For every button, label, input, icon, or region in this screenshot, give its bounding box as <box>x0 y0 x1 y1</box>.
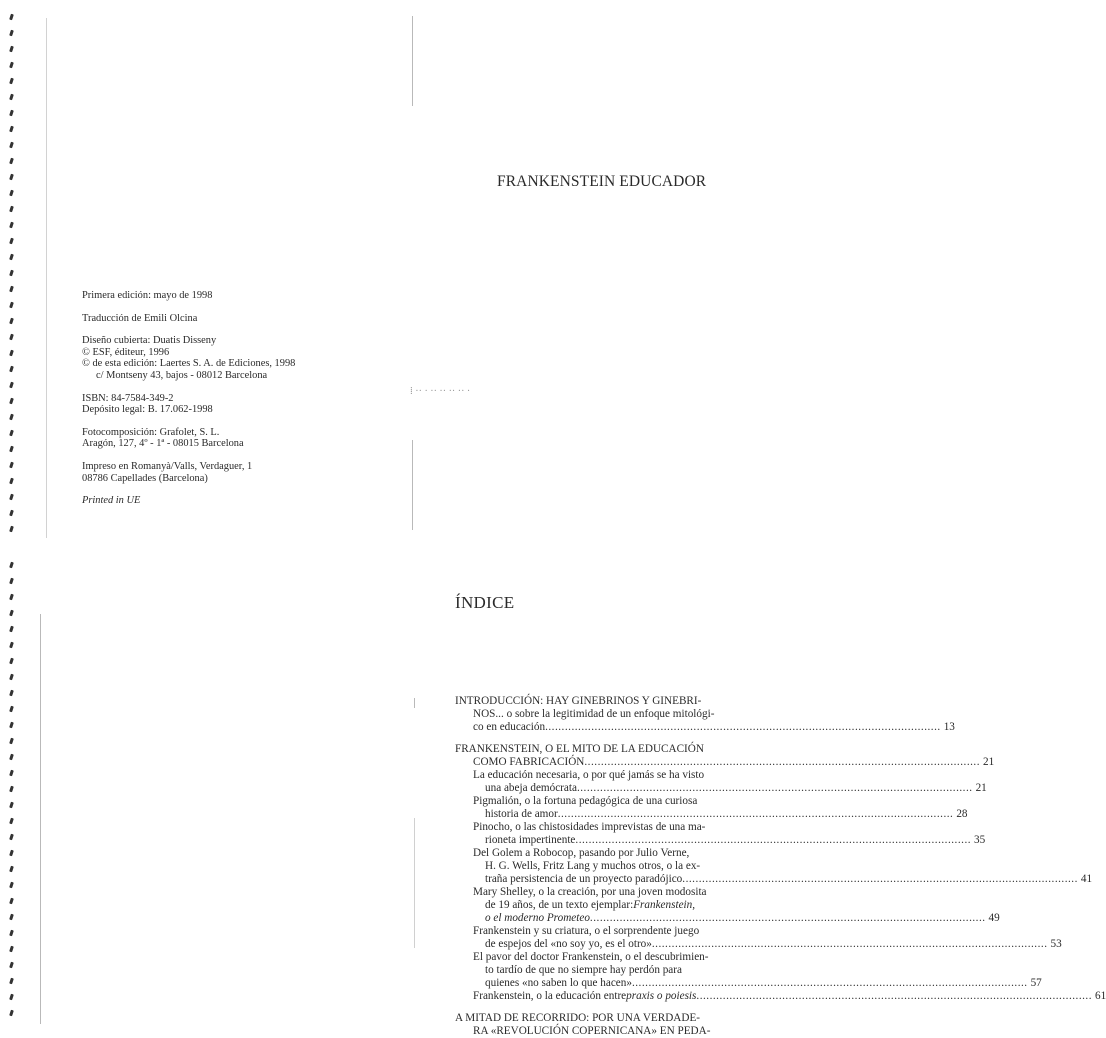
toc-text: de 19 años, de un texto ejemplar: <box>485 899 634 911</box>
toc-line <box>473 847 765 860</box>
page-edge-line <box>40 614 41 1024</box>
toc-text: H. G. Wells, Fritz Lang y muchos otros, o la ex- <box>485 860 701 872</box>
binding-mark <box>9 254 14 261</box>
binding-mark <box>9 478 14 485</box>
translation-credit: Traducción de Emili Olcina <box>82 312 198 324</box>
binding-mark <box>9 158 14 165</box>
binding-mark <box>9 78 14 85</box>
index-page <box>0 548 1106 1037</box>
binding-mark <box>9 526 14 533</box>
binding-mark <box>9 690 14 697</box>
binding-mark <box>9 62 14 69</box>
binding-mark <box>9 754 14 761</box>
binding-mark <box>9 802 14 809</box>
printing-block <box>82 461 352 484</box>
dot-leader <box>696 990 1092 1003</box>
toc-text: Mary Shelley, o la creación, por una joven modosita <box>473 886 707 898</box>
printer-address: 08786 Capellades (Barcelona) <box>82 472 208 484</box>
binding-mark <box>9 286 14 293</box>
toc-line <box>473 834 986 847</box>
toc-line <box>473 938 1062 951</box>
toc-line <box>473 886 765 899</box>
binding-mark <box>9 994 14 1001</box>
toc-text: Frankenstein y su criatura, o el sorprendente juego <box>473 925 700 937</box>
dot-leader <box>584 756 980 769</box>
binding-mark <box>9 494 14 501</box>
first-edition: Primera edición: mayo de 1998 <box>82 290 213 301</box>
toc-text: Pinocho, o las chistosidades imprevistas de una ma- <box>473 821 706 833</box>
binding-mark <box>9 110 14 117</box>
toc-text-italic: o el moderno Prometeo <box>485 912 590 924</box>
page-fold-line <box>414 698 415 708</box>
toc-entry-criatura <box>455 925 1062 951</box>
dot-leader <box>682 873 1078 886</box>
toc-text: rioneta impertinente <box>485 834 576 846</box>
binding-mark <box>9 850 14 857</box>
page-number: 61 <box>1095 990 1106 1002</box>
toc-text: Frankenstein, o la educación entre <box>473 990 627 1002</box>
toc-text-italic: Frankenstein, <box>633 899 696 911</box>
binding-mark <box>9 786 14 793</box>
binding-mark <box>9 962 14 969</box>
binding-mark <box>9 866 14 873</box>
page-edge-line <box>46 18 47 538</box>
binding-mark <box>9 978 14 985</box>
toc-entry-golem <box>455 847 1093 886</box>
index-heading: ÍNDICE <box>455 593 515 612</box>
binding-mark <box>9 206 14 213</box>
toc-text: COMO FABRICACIÓN <box>473 756 585 768</box>
binding-mark <box>9 722 14 729</box>
binding-mark <box>9 818 14 825</box>
binding-mark <box>9 562 14 569</box>
toc-entry-mitad-recorrido <box>455 1012 765 1038</box>
toc-line <box>473 990 1106 1003</box>
binding-mark <box>9 930 14 937</box>
toc-text-italic: praxis o poiesis <box>626 990 697 1002</box>
binding-mark <box>9 302 14 309</box>
binding-mark <box>9 350 14 357</box>
binding-mark <box>9 238 14 245</box>
table-of-contents <box>455 695 1106 1038</box>
binding-mark <box>9 94 14 101</box>
binding-mark <box>9 222 14 229</box>
page-number: 53 <box>1050 938 1062 950</box>
binding-mark <box>9 142 14 149</box>
book-title: FRANKENSTEIN EDUCADOR <box>497 173 707 190</box>
toc-text: Del Golem a Robocop, pasando por Julio Verne, <box>473 847 690 859</box>
binding-marks <box>10 558 16 1018</box>
toc-entry-educacion-necesaria <box>455 769 987 795</box>
binding-mark <box>9 834 14 841</box>
binding-mark <box>9 366 14 373</box>
toc-line <box>473 912 1000 925</box>
toc-text: co en educación <box>473 721 546 733</box>
binding-mark <box>9 770 14 777</box>
dot-leader <box>558 808 954 821</box>
page-fold-line <box>412 440 413 530</box>
toc-entry-frankenstein <box>455 743 995 769</box>
page-number: 57 <box>1030 977 1042 989</box>
binding-mark <box>9 462 14 469</box>
toc-text: FRANKENSTEIN, O EL MITO DE LA EDUCACIÓN <box>455 743 704 755</box>
toc-entry-pavor <box>455 951 1042 990</box>
dot-leader <box>575 834 971 847</box>
toc-text: El pavor del doctor Frankenstein, o el descubrimien- <box>473 951 709 963</box>
binding-mark <box>9 658 14 665</box>
toc-text: INTRODUCCIÓN: HAY GINEBRINOS Y GINEBRI- <box>455 695 702 707</box>
binding-mark <box>9 1010 14 1017</box>
binding-mark <box>9 270 14 277</box>
toc-line <box>455 1025 765 1038</box>
scan-smudge: ⁞ ·· · ·· ·· ·· ·· · <box>410 386 471 397</box>
toc-line <box>473 769 765 782</box>
toc-line <box>455 1012 765 1025</box>
title-page <box>0 0 768 540</box>
binding-mark <box>9 446 14 453</box>
binding-mark <box>9 510 14 517</box>
binding-mark <box>9 578 14 585</box>
toc-line <box>455 743 765 756</box>
page-fold-line <box>412 16 413 106</box>
toc-text: to tardío de que no siempre hay perdón para <box>485 964 682 976</box>
binding-mark <box>9 610 14 617</box>
toc-entry-praxis-poiesis <box>455 990 1106 1003</box>
page-number: 28 <box>956 808 968 820</box>
isbn-block <box>82 393 352 416</box>
typesetting-credit: Fotocomposición: Grafolet, S. L. <box>82 426 220 438</box>
binding-mark <box>9 882 14 889</box>
dot-leader <box>545 721 941 734</box>
cover-design-credit: Diseño cubierta: Duatis Disseny <box>82 335 217 347</box>
page-fold-line <box>414 818 415 948</box>
toc-text: A MITAD DE RECORRIDO: POR UNA VERDADE- <box>455 1012 701 1024</box>
toc-line <box>473 899 765 912</box>
toc-entry-introduccion <box>455 695 955 734</box>
page-number: 49 <box>988 912 1000 924</box>
toc-line <box>473 951 765 964</box>
page-number: 21 <box>983 756 995 768</box>
dot-leader <box>590 912 986 925</box>
isbn: ISBN: 84-7584-349-2 <box>82 392 174 404</box>
toc-line <box>455 695 765 708</box>
toc-line <box>455 721 955 734</box>
edition-block <box>82 290 352 302</box>
copyright-original: © ESF, éditeur, 1996 <box>82 346 170 358</box>
toc-line <box>473 925 765 938</box>
toc-entry-pigmalion <box>455 795 968 821</box>
dot-leader <box>652 938 1048 951</box>
toc-text: La educación necesaria, o por qué jamás se ha visto <box>473 769 705 781</box>
binding-mark <box>9 674 14 681</box>
design-copyright-block <box>82 335 352 381</box>
binding-mark <box>9 382 14 389</box>
binding-marks <box>10 10 16 530</box>
binding-mark <box>9 334 14 341</box>
toc-text: Pigmalión, o la fortuna pedagógica de una curiosa <box>473 795 698 807</box>
toc-line <box>473 964 765 977</box>
page-number: 35 <box>974 834 986 846</box>
binding-mark <box>9 706 14 713</box>
binding-mark <box>9 398 14 405</box>
binding-mark <box>9 738 14 745</box>
toc-entry-pinocho <box>455 821 986 847</box>
dot-leader <box>577 782 973 795</box>
printed-in-block <box>82 495 352 507</box>
copyright-credits <box>82 290 352 518</box>
publisher-address: c/ Montseny 43, bajos - 08012 Barcelona <box>96 369 268 381</box>
binding-mark <box>9 642 14 649</box>
printer-credit: Impreso en Romanyà/Valls, Verdaguer, 1 <box>82 460 253 472</box>
toc-line <box>455 708 765 721</box>
translation-block <box>82 313 352 325</box>
typesetting-block <box>82 427 352 450</box>
binding-mark <box>9 30 14 37</box>
toc-text: de espejos del «no soy yo, es el otro» <box>485 938 652 950</box>
toc-text: una abeja demócrata <box>485 782 577 794</box>
page-number: 41 <box>1080 873 1093 885</box>
toc-text: RA «REVOLUCIÓN COPERNICANA» EN PEDA- <box>473 1025 711 1037</box>
legal-deposit: Depósito legal: B. 17.062-1998 <box>82 404 213 416</box>
binding-mark <box>9 14 14 21</box>
binding-mark <box>9 430 14 437</box>
toc-line <box>473 782 987 795</box>
toc-line <box>473 821 765 834</box>
binding-mark <box>9 126 14 133</box>
binding-mark <box>9 414 14 421</box>
copyright-edition: © de esta edición: Laertes S. A. de Ediciones, 1998 <box>82 358 296 370</box>
binding-mark <box>9 946 14 953</box>
binding-mark <box>9 898 14 905</box>
toc-text: historia de amor <box>485 808 558 820</box>
binding-mark <box>9 318 14 325</box>
binding-mark <box>9 46 14 53</box>
toc-text: quienes «no saben lo que hacen» <box>485 977 632 989</box>
toc-line <box>473 977 1042 990</box>
binding-mark <box>9 914 14 921</box>
binding-mark <box>9 626 14 633</box>
toc-line <box>473 860 765 873</box>
page-number: 21 <box>975 782 987 794</box>
printed-in: Printed in UE <box>82 495 141 507</box>
toc-entry-mary-shelley <box>455 886 1000 925</box>
binding-mark <box>9 594 14 601</box>
typesetter-address: Aragón, 127, 4º - 1ª - 08015 Barcelona <box>82 438 244 450</box>
page-number: 13 <box>943 721 955 733</box>
toc-line <box>473 795 765 808</box>
binding-mark <box>9 174 14 181</box>
toc-line <box>473 808 968 821</box>
binding-mark <box>9 190 14 197</box>
dot-leader <box>632 977 1028 990</box>
toc-line <box>473 873 1093 886</box>
toc-text: NOS... o sobre la legitimidad de un enfoque mitológi- <box>473 708 715 720</box>
toc-text: traña persistencia de un proyecto paradójico <box>485 873 683 885</box>
toc-line <box>455 756 995 769</box>
